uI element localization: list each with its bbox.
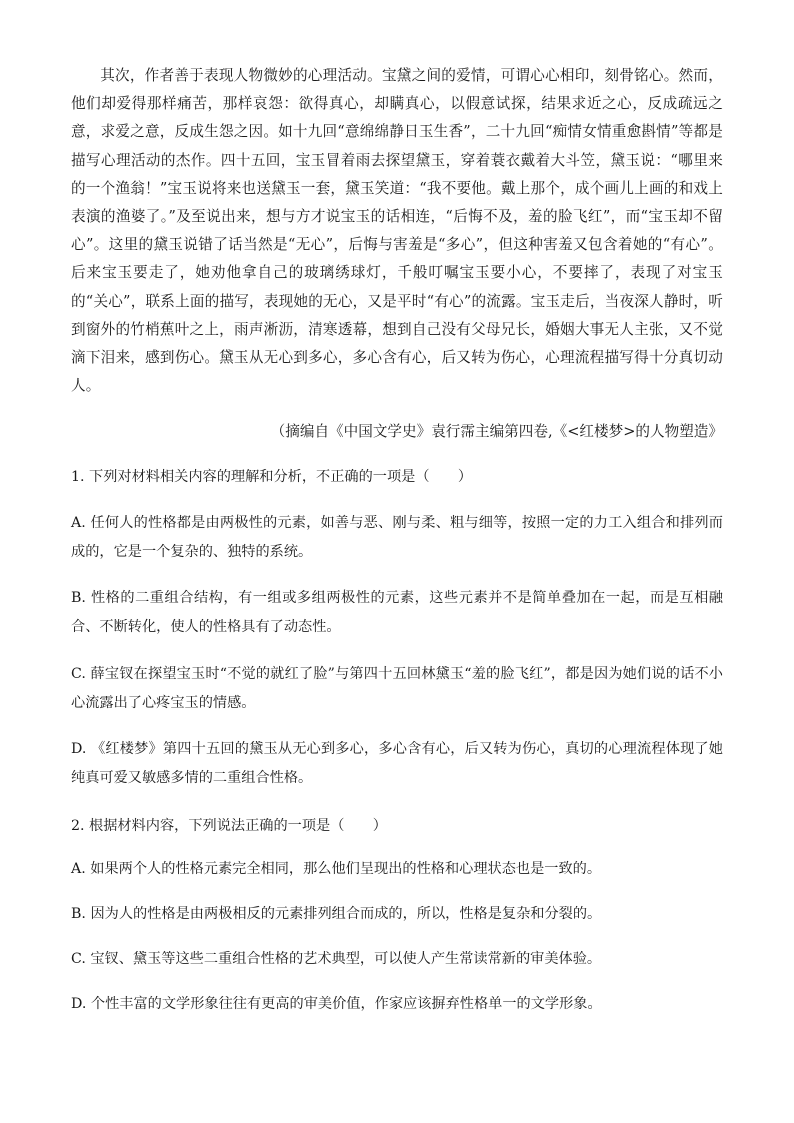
question-2-option-d: D. 个性丰富的文学形象往往有更高的审美价值，作家应该摒弃性格单一的文学形象。 xyxy=(71,996,602,1012)
question-1-option-d: D. 《红楼梦》第四十五回的黛玉从无心到多心，多心含有心，后又转为伤心，真切的心理流程体现了她纯真可爱又敏感多情的二重组合性格。 xyxy=(71,741,723,786)
passage-paragraph: 其次，作者善于表现人物微妙的心理活动。宝黛之间的爱情，可谓心心相印，刻骨铭心。然而，他们却爱得那样痛苦，那样哀怨：欲得真心，却瞒真心，以假意试探，结果求近之心，反成疏远之意，求爱之意，反成生怨之因。如十九回“意绵绵静日玉生香”，二十九回“痴情女情重愈斟情”等都是描写心理活动的杰作。四十五回，宝玉冒着雨去探望黛玉，穿着蓑衣戴着大斗笠，黛玉说：“哪里来的一个渔翁！”宝玉说将来也送黛玉一套，黛玉笑道：“我不要他。戴上那个，成个画儿上画的和戏上表演的渔婆了。”及至说出来，想与方才说宝玉的话相连，“后悔不及，羞的脸飞红”，而“宝玉却不留心”。这里的黛玉说错了话当然是“无心”，后悔与害羞是“多心”，但这种害羞又包含着她的“有心”。后来宝玉要走了，她劝他拿自己的玻璃绣球灯，千般叮嘱宝玉要小心，不要摔了，表现了对宝玉的“关心”，联系上面的描写，表现她的无心，又是平时“有心”的流露。宝玉走后，当夜深人静时，听到窗外的竹梢蕉叶之上，雨声淅沥，清寒透幕，想到自己没有父母兄长，婚姻大事无人主张，又不觉滴下泪来，感到伤心。黛玉从无心到多心，多心含有心，后又转为伤心，心理流程描写得十分真切动人。 xyxy=(71,67,723,395)
question-2-option-a: A. 如果两个人的性格元素完全相同，那么他们呈现出的性格和心理状态也是一致的。 xyxy=(71,861,602,877)
question-1-option-c: C. 薛宝钗在探望宝玉时“不觉的就红了脸”与第四十五回林黛玉“羞的脸飞红”，都是因为她们说的话不小心流露出了心疼宝玉的情感。 xyxy=(71,666,723,711)
question-2-stem: 2. 根据材料内容，下列说法正确的一项是（ ） xyxy=(71,818,387,834)
source-citation: （摘编自《中国文学史》袁行霈主编第四卷,《<红楼梦>的人物塑造》 xyxy=(270,423,723,440)
question-1-stem: 1. 下列对材料相关内容的理解和分析，不正确的一项是（ ） xyxy=(71,469,473,485)
question-1-option-a: A. 任何人的性格都是由两极性的元素，如善与恶、刚与柔、粗与细等，按照一定的力工入组合和排列而成的，它是一个复杂的、独特的系统。 xyxy=(71,515,723,560)
question-1-option-b: B. 性格的二重组合结构，有一组或多组两极性的元素，这些元素并不是简单叠加在一起，而是互相融合、不断转化，使人的性格具有了动态性。 xyxy=(71,590,723,635)
question-2-option-b: B. 因为人的性格是由两极相反的元素排列组合而成的，所以，性格是复杂和分裂的。 xyxy=(71,906,602,922)
question-2-option-c: C. 宝钗、黛玉等这些二重组合性格的艺术典型，可以使人产生常读常新的审美体验。 xyxy=(71,951,602,967)
